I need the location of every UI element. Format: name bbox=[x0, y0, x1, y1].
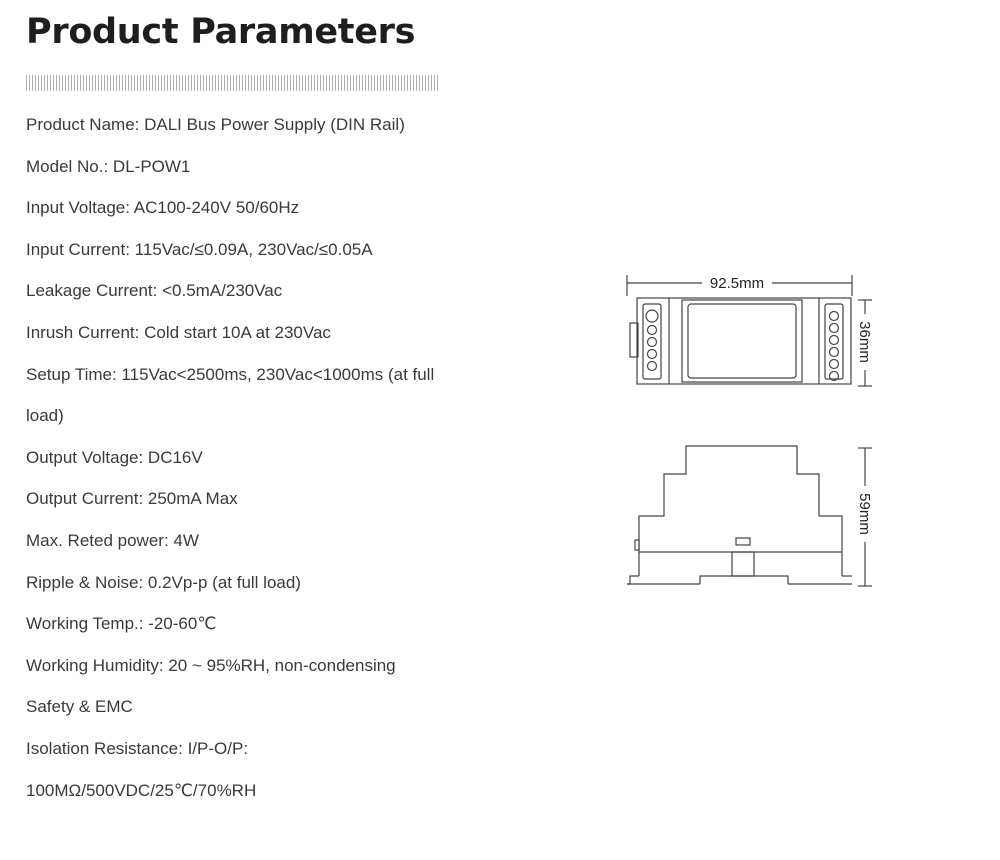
side-latch bbox=[736, 538, 750, 545]
spec-list bbox=[26, 104, 496, 811]
side-release-slot bbox=[732, 552, 754, 576]
spec-safety-emc: Safety & EMC bbox=[26, 697, 133, 717]
spec-working-humidity: Working Humidity: 20 ~ 95%RH, non-condensing bbox=[26, 655, 396, 675]
spec-ripple-noise: Ripple & Noise: 0.2Vp-p (at full load) bbox=[26, 572, 301, 592]
dimension-drawing bbox=[620, 266, 880, 596]
spec-setup-time: Setup Time: 115Vac<2500ms, 230Vac<1000ms (at full bbox=[26, 364, 435, 384]
side-left-foot bbox=[627, 576, 639, 584]
spec-input-voltage: Input Voltage: AC100-240V 50/60Hz bbox=[26, 198, 300, 218]
spec-inrush-current: Inrush Current: Cold start 10A at 230Vac bbox=[26, 322, 331, 342]
spec-isolation-resistance: Isolation Resistance: I/P-O/P: bbox=[26, 738, 249, 758]
spec-working-temp: Working Temp.: -20-60℃ bbox=[26, 614, 217, 634]
spec-setup-time-continued: load) bbox=[26, 406, 64, 426]
spec-output-voltage: Output Voltage: DC16V bbox=[26, 447, 203, 467]
spec-product-name: Product Name: DALI Bus Power Supply (DIN Rail) bbox=[26, 115, 405, 134]
side-left-tab bbox=[635, 540, 639, 550]
left-terminal-block bbox=[643, 304, 661, 379]
height-dimension-label: 36mm bbox=[856, 321, 873, 363]
side-rail-notch-left bbox=[700, 576, 708, 584]
side-view bbox=[627, 446, 873, 586]
spec-leakage-current: Leakage Current: <0.5mA/230Vac bbox=[26, 281, 283, 301]
front-view bbox=[627, 275, 873, 386]
spec-isolation-resistance-value: 100MΩ/500VDC/25℃/70%RH bbox=[26, 780, 257, 800]
side-profile-outline bbox=[639, 446, 842, 576]
width-dimension-label: 92.5mm bbox=[709, 275, 765, 292]
front-window bbox=[688, 304, 796, 378]
spec-output-current: Output Current: 250mA Max bbox=[26, 489, 238, 509]
front-center-raise bbox=[682, 300, 802, 382]
spec-input-current: Input Current: 115Vac/≤0.09A, 230Vac/≤0.05A bbox=[26, 239, 373, 259]
side-rail-notch-right bbox=[780, 576, 788, 584]
page-title: Product Parameters bbox=[26, 12, 416, 52]
depth-dimension-label: 59mm bbox=[856, 493, 873, 535]
decorative-stripe-divider bbox=[26, 75, 440, 91]
right-terminal-block bbox=[825, 304, 843, 381]
spec-max-power: Max. Reted power: 4W bbox=[26, 530, 199, 550]
spec-model-no: Model No.: DL-POW1 bbox=[26, 156, 191, 176]
